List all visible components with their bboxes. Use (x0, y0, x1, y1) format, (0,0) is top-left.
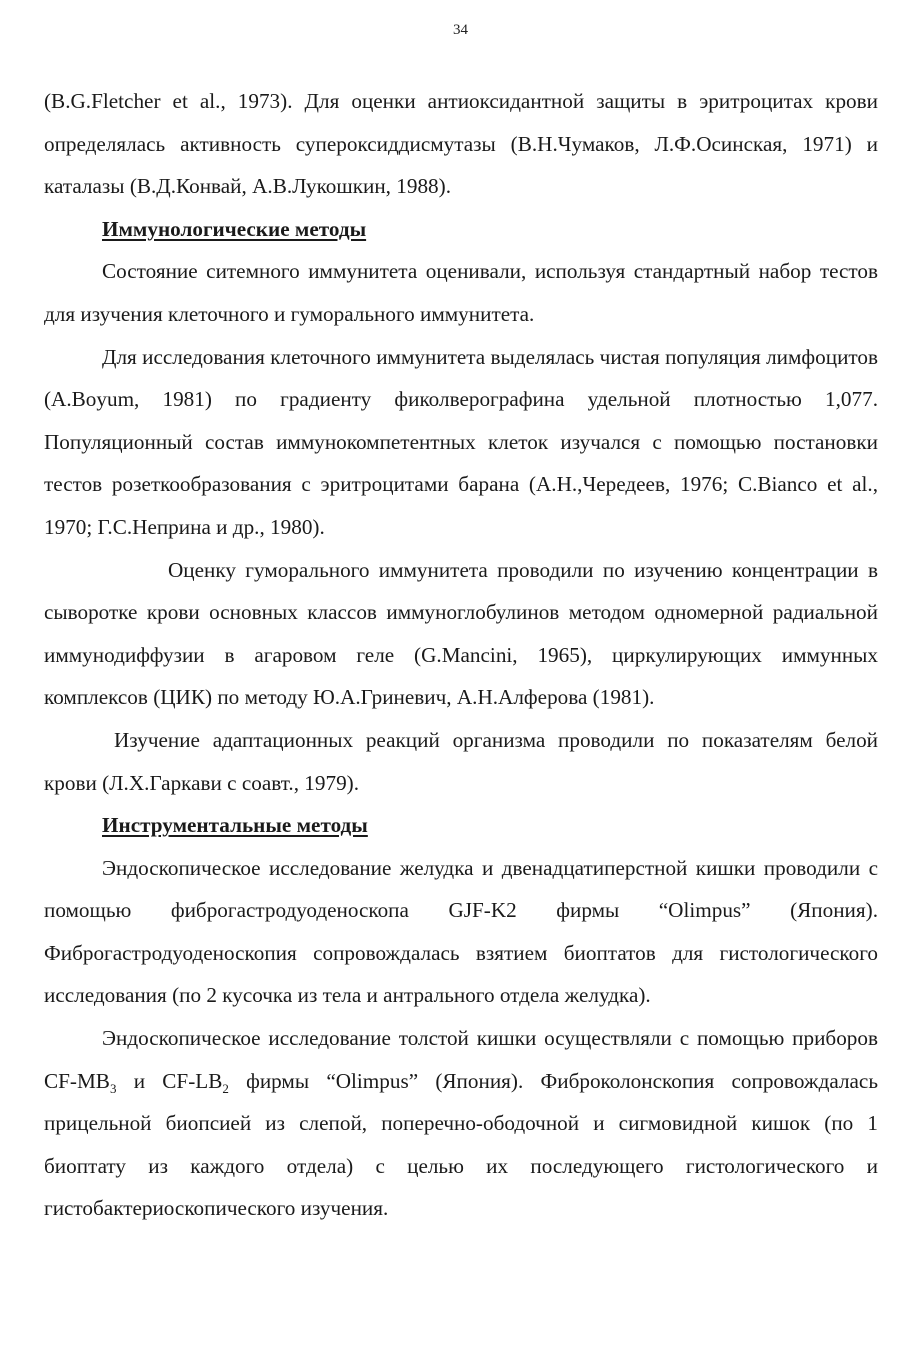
colonoscopy-text-a: Эндоскопическое исследование толстой кишки осуществляли с помощью приборов CF-MB (44, 1026, 878, 1093)
paragraph-system-immunity: Состояние ситемного иммунитета оценивали, используя стандартный набор тестов для изучения клеточного и гуморального иммунитета. (44, 259, 878, 326)
subscript-2: 2 (222, 1080, 229, 1096)
heading-text: Инструментальные методы (102, 813, 368, 838)
heading-immunological-methods (44, 208, 878, 251)
paragraph-adaptation-reactions: Изучение адаптационных реакций организма проводили по показателям белой крови (Л.Х.Гаркави с соавт., 1979). (44, 727, 878, 795)
subscript-3: 3 (109, 1080, 117, 1096)
paragraph-colonoscopy (44, 1017, 878, 1230)
paragraph-gastroscopy: Эндоскопическое исследование желудка и двенадцатиперстной кишки проводили с помощью фиброгастродуоденоскопа GJF-K2 фирмы “Olimpus” (Япония). Фиброгастродуоденоскопия сопровождалась взятием биоптатов для гистологического исследования (по 2 кусочка из тела и антрального отдела желудка). (44, 855, 878, 1008)
page-body (44, 80, 878, 1230)
paragraph-antioxidant: (B.G.Fletcher et al., 1973). Для оценки антиоксидантной защиты в эритроцитах крови определялась активность супероксиддисмутазы (В.Н.Чумаков, Л.Ф.Осинская, 1971) и каталазы (В.Д.Конвай, А.В.Лукошкин, 1988). (44, 89, 878, 199)
heading-instrumental-methods (44, 804, 878, 847)
paragraph-humoral-immunity: Оценку гуморального иммунитета проводили по изучению концентрации в сыворотке крови основных классов иммуноглобулинов методом одномерной радиальной иммунодиффузии в агаровом геле (G.Mancini, 1965), циркулирующих иммунных комплексов (ЦИК) по методу Ю.А.Гриневич, А.Н.Алферова (1981). (44, 557, 878, 710)
heading-text: Иммунологические методы (102, 216, 367, 241)
paragraph-cellular-immunity: Для исследования клеточного иммунитета выделялась чистая популяция лимфоцитов (A.Boyum, 1981) по градиенту фиколверографина удельной плотностью 1,077. Популяционный состав иммунокомпетентных клеток изучался с помощью постановки тестов розеткообразования с эритроцитами барана (А.Н.,Чередеев, 1976; C.Bianco et al., 1970; Г.С.Неприна и др., 1980). (44, 344, 878, 539)
page-number: 34 (453, 22, 468, 38)
colonoscopy-text-b: и CF-LB (116, 1068, 223, 1093)
colonoscopy-text-c: фирмы “Olimpus” (Япония). Фиброколонскопия сопровождалась прицельной биопсией из слепой, поперечно-ободочной и сигмовидной кишок (по 1 биоптату из каждого отдела) с целью их последующего гистологического и гистобактериоскопического изучения. (44, 1068, 878, 1221)
